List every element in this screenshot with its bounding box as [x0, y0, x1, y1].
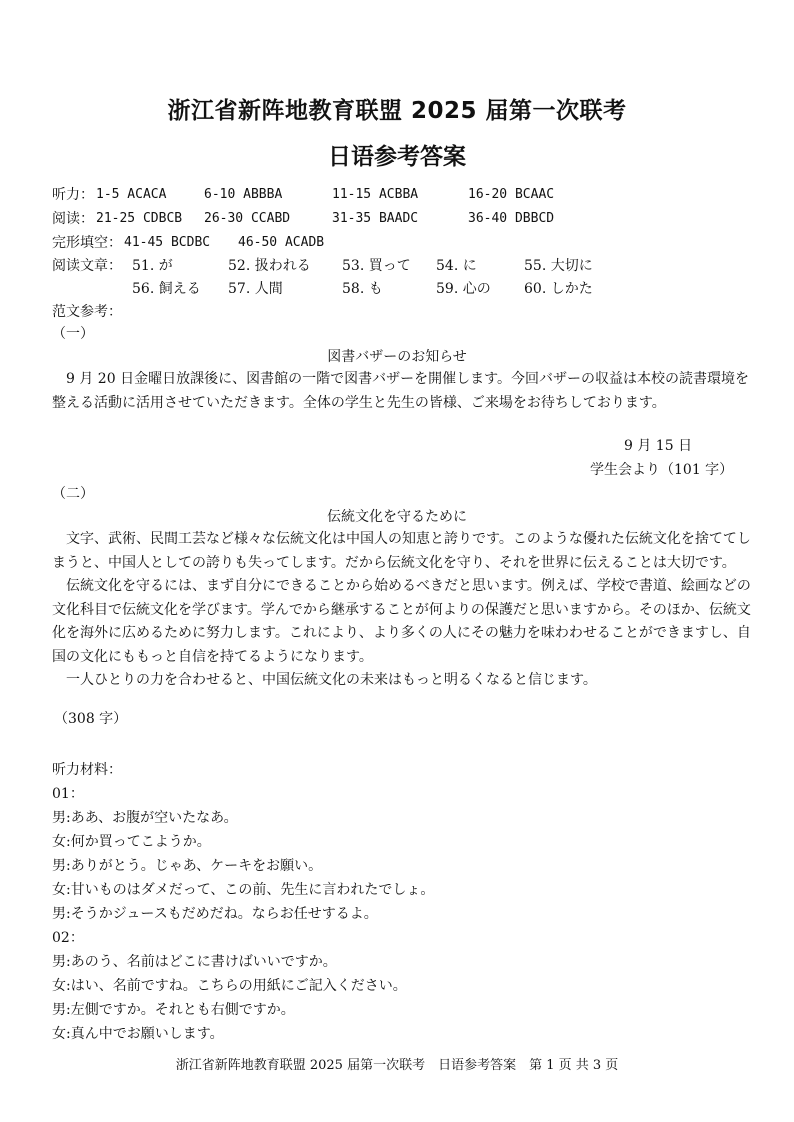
essay-part2-title: 伝統文化を守るために — [327, 509, 467, 525]
essay-part2-paragraph-2: 伝統文化を守るには、まず自分にできることから始めるべきだと思います。例えば、学校で書道、絵画などの文化科目で伝統文化を学びます。学んでから継承することが何よりの保護だと思いますから。そのほか、伝統文化を海外に広めるために努力します。これにより、より多くの人にその魅力を味わわせることができますし、自国の文化にももっと自信を持てるようになります。 — [52, 578, 751, 665]
dialogue-number-02: 02： — [52, 930, 84, 946]
listening-answer-2: 6-10 ABBBA — [204, 187, 283, 202]
document-title: 浙江省新阵地教育联盟 2025 届第一次联考 — [167, 98, 627, 124]
article-answer-55: 55. 大切に — [524, 258, 593, 274]
reading-answer-4: 36-40 DBBCD — [468, 211, 555, 226]
article-answer-56: 56. 飼える — [132, 281, 201, 297]
article-answer-58: 58. も — [342, 281, 383, 297]
essay-part2-body — [52, 528, 752, 693]
essay-part1-date: 9 月 15 日 — [624, 438, 693, 454]
dialogue-02-line-2: 女:はい、名前ですね。こちらの用紙にご記入ください。 — [52, 978, 407, 994]
essay-part1-signature: 学生会より（101 字） — [590, 462, 734, 478]
cloze-answer-2: 46-50 ACADB — [238, 235, 325, 250]
article-answer-53: 53. 買って — [342, 258, 411, 274]
dialogue-02-line-3: 男:左側ですか。それとも右側ですか。 — [52, 1002, 295, 1018]
dialogue-02-line-4: 女:真ん中でお願いします。 — [52, 1026, 224, 1042]
page-footer: 浙江省新阵地教育联盟 2025 届第一次联考 日语参考答案 第 1 页 共 3 页 — [175, 1058, 619, 1073]
article-answer-59: 59. 心の — [436, 281, 491, 297]
article-answer-51: 51. が — [132, 258, 173, 274]
essay-part2-paragraph-1: 文字、武術、民間工芸など様々な伝統文化は中国人の知恵と誇りです。このような優れた伝統文化を捨ててしまうと、中国人としての誇りも失ってします。だから伝統文化を守り、それを世界に伝えることは大切です。 — [52, 531, 751, 571]
listening-answer-1: 1-5 ACACA — [96, 187, 167, 202]
essay-part1-marker: （一） — [52, 326, 94, 342]
article-answer-60: 60. しかた — [524, 281, 593, 297]
dialogue-01-line-4: 女:甘いものはダメだって、この前、先生に言われたでしょ。 — [52, 882, 435, 898]
article-label: 阅读文章： — [52, 258, 122, 274]
cloze-answer-1: 41-45 BCDBC — [124, 235, 211, 250]
essay-part1-title: 図書バザーのお知らせ — [327, 349, 467, 365]
reading-label: 阅读： — [52, 211, 94, 227]
listening-material-label: 听力材料： — [52, 762, 122, 778]
article-answer-57: 57. 人間 — [228, 281, 283, 297]
dialogue-01-line-1: 男:ああ、お腹が空いたなあ。 — [52, 810, 238, 826]
essay-part1-paragraph: 9 月 20 日金曜日放課後に、図書館の一階で図書バザーを開催します。今回バザーの収益は本校の読書環境を整える活動に活用させていただきます。全体の学生と先生の皆様、ご来場をお待ちしております。 — [52, 371, 749, 411]
listening-answer-3: 11-15 ACBBA — [332, 187, 419, 202]
essay-part2-count: （308 字） — [54, 711, 128, 727]
dialogue-number-01: 01： — [52, 786, 84, 802]
reading-answer-1: 21-25 CDBCB — [96, 211, 183, 226]
article-answer-54: 54. に — [436, 258, 477, 274]
essay-part1-body — [52, 368, 752, 415]
dialogue-02-line-1: 男:あのう、名前はどこに書けばいいですか。 — [52, 954, 337, 970]
document-subtitle: 日语参考答案 — [328, 144, 466, 170]
reading-answer-3: 31-35 BAADC — [332, 211, 419, 226]
dialogue-01-line-3: 男:ありがとう。じゃあ、ケーキをお願い。 — [52, 858, 323, 874]
listening-answer-4: 16-20 BCAAC — [468, 187, 555, 202]
dialogue-01-line-5: 男:そうかジュースもだめだね。ならお任せするよ。 — [52, 906, 378, 922]
reading-answer-2: 26-30 CCABD — [204, 211, 291, 226]
article-answer-52: 52. 扱われる — [228, 258, 311, 274]
dialogue-01-line-2: 女:何か買ってこようか。 — [52, 834, 211, 850]
listening-label: 听力： — [52, 187, 94, 203]
essay-label: 范文参考： — [52, 304, 122, 320]
cloze-label: 完形填空： — [52, 235, 122, 251]
essay-part2-paragraph-3: 一人ひとりの力を合わせると、中国伝統文化の未来はもっと明るくなると信じます。 — [66, 672, 597, 688]
essay-part2-marker: （二） — [52, 486, 94, 502]
